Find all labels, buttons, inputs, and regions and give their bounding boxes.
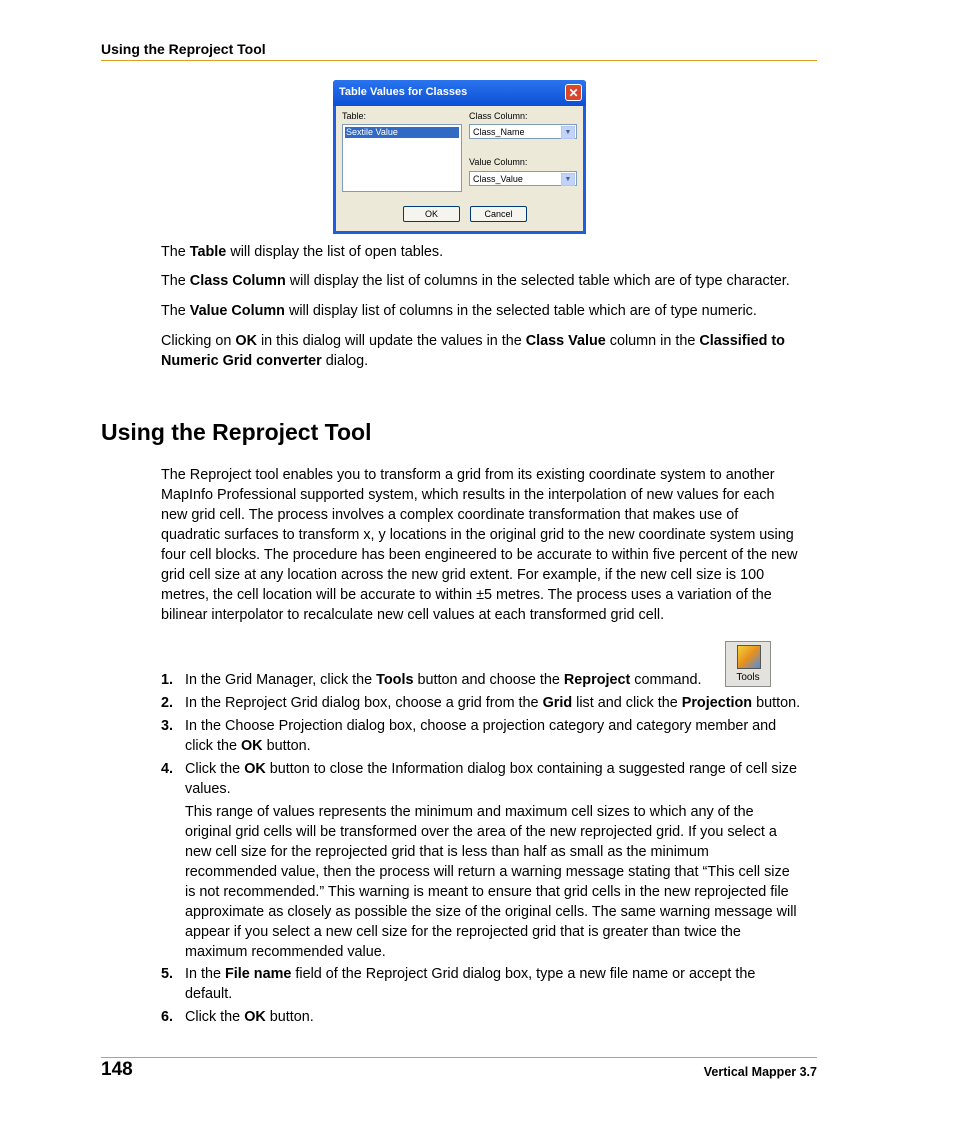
step-text: In the Reproject Grid dialog box, choose a grid from the Grid list and click the Projection button. (185, 695, 801, 711)
ok-button[interactable]: OK (403, 206, 460, 222)
section-heading: Using the Reproject Tool (101, 419, 372, 445)
step-number: 1. (161, 672, 174, 688)
dialog-title: Table Values for Classes (339, 86, 468, 98)
ok-description: Clicking on OK in this dialog will update the values in the Class Value column in the Classified to Numeric Grid converter dialog. (161, 333, 785, 369)
class-column-value: Class_Name (473, 127, 525, 137)
close-icon[interactable]: ✕ (565, 84, 582, 101)
value-column-select[interactable] (469, 171, 577, 186)
value-column-value: Class_Value (473, 174, 523, 184)
dialog-body (336, 106, 583, 231)
chevron-down-icon[interactable]: ▼ (561, 126, 575, 139)
step-number: 3. (161, 718, 174, 734)
chevron-down-icon[interactable]: ▼ (561, 173, 575, 186)
class-column-label: Class Column: (469, 111, 528, 121)
tools-icon-label: Tools (736, 672, 760, 683)
table-list-item[interactable]: Sextile Value (345, 127, 459, 138)
step-text: In the Choose Projection dialog box, choose a projection category and category member and click the OK button. (185, 718, 777, 754)
dialog-title-bar (333, 80, 586, 106)
page-header-title: Using the Reproject Tool (101, 41, 266, 57)
table-label: Table: (342, 111, 367, 121)
class-column-description: The Class Column will display the list of columns in the selected table which are of type character. (161, 273, 790, 289)
table-values-dialog (333, 80, 586, 234)
section-paragraph: The Reproject tool enables you to transform a grid from its existing coordinate system to another MapInfo Professional supported system, which results in the interpolation of new values for each new grid cell. The process involves a complex coordinate transformation that makes use of quadratic surfaces to transform x, y locations in the original grid to the new coordinate system using four cell blocks. The procedure has been engineered to be accurate to within five percent of the new grid cell size at any location across the new grid extent. For example, if the new cell size is 100 metres, the cell location will be accurate to within ±5 metres. The process uses a variation of the bilinear interpolator to recalculate new cell values at each transformed grid cell. (161, 467, 798, 623)
step-text: Click the OK button. (185, 1009, 314, 1025)
cancel-button[interactable]: Cancel (470, 206, 527, 222)
wrench-icon (737, 645, 761, 669)
value-column-label: Value Column: (469, 157, 528, 167)
step-number: 5. (161, 966, 174, 982)
footer-rule (101, 1057, 817, 1058)
table-description: The Table will display the list of open tables. (161, 244, 444, 260)
step-number: 4. (161, 761, 174, 777)
step-note: This range of values represents the minimum and maximum cell sizes to which any of the original grid cells will be transformed over the area of the new reprojected grid. If you select a new cell size for the reprojected grid that is less than half as small as the minimum recommended value, then the process will return a warning message stating that “This cell size is not recommended.” This warning is meant to ensure that grid cells in the new reprojected file approximate as closely as possible the size of the original cells. The same warning message will appear if you select a new cell size for the reprojected grid that is greater than twice the maximum recommended value. (185, 804, 797, 960)
step-number: 6. (161, 1009, 174, 1025)
step-text: Click the OK button to close the Information dialog box containing a suggested range of cell size values. (185, 761, 797, 797)
step-text: In the Grid Manager, click the Tools button and choose the Reproject command. (185, 672, 702, 688)
table-list[interactable] (342, 124, 462, 192)
step-text: In the File name field of the Reproject Grid dialog box, type a new file name or accept the default. (185, 966, 756, 1002)
value-column-description: The Value Column will display list of columns in the selected table which are of type numeric. (161, 303, 757, 319)
page-number: 148 (101, 1059, 133, 1080)
class-column-select[interactable] (469, 124, 577, 139)
footer-title: Vertical Mapper 3.7 (703, 1065, 817, 1079)
step-number: 2. (161, 695, 174, 711)
header-rule (101, 60, 817, 61)
